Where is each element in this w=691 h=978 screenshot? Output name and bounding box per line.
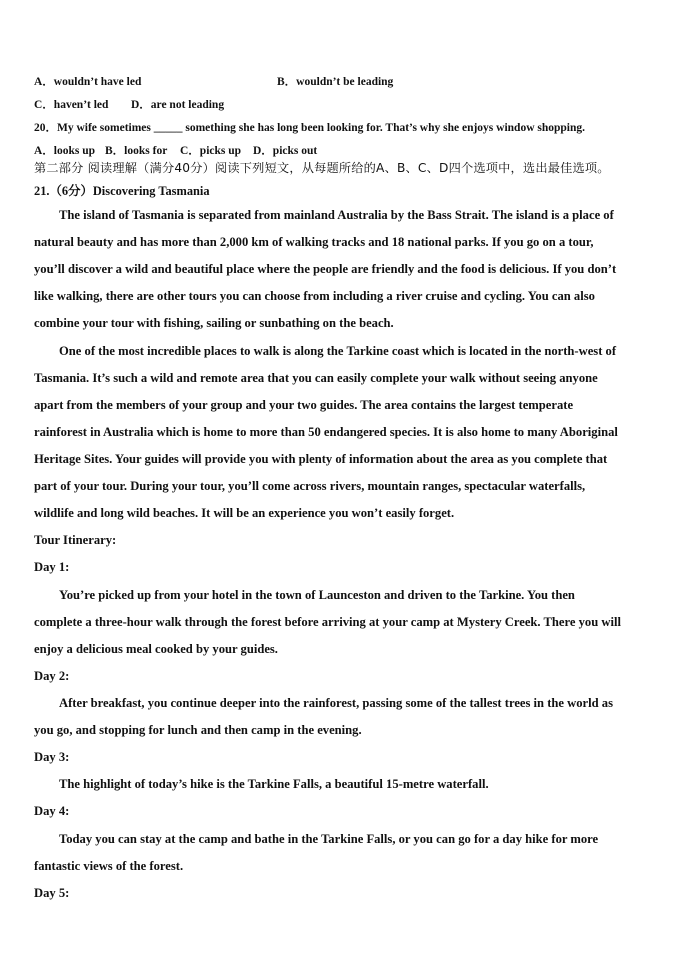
q19-option-b: B．wouldn’t be leading (277, 76, 394, 88)
paragraph-1-line: like walking, there are other tours you can choose from including a river cruise and cycling. You can also (34, 289, 595, 303)
q19-option-c: C．haven’t led (34, 99, 109, 111)
paragraph-1-line: combine your tour with fishing, sailing or sunbathing on the beach. (34, 316, 394, 330)
day-4-line: fantastic views of the forest. (34, 859, 184, 873)
paragraph-2-line: Heritage Sites. Your guides will provide you with plenty of information about the area as you complete that (34, 452, 608, 466)
section-heading: 第二部分 阅读理解（满分40分）阅读下列短文，从每题所给的A、B、C、D四个选项中，选出最佳选项。 (34, 161, 610, 175)
day-1-label: Day 1: (34, 560, 70, 574)
paragraph-2-line: apart from the members of your group and your two guides. The area contains the largest temperate (34, 398, 574, 412)
paragraph-2-line: One of the most incredible places to walk is along the Tarkine coast which is located in the north-west of (59, 344, 617, 358)
day-2-label: Day 2: (34, 669, 70, 683)
day-4-label: Day 4: (34, 804, 70, 818)
paragraph-2-line: Tasmania. It’s such a wild and remote area that you can easily complete your walk without seeing anyone (34, 371, 598, 385)
q20-option-d: D．picks out (253, 145, 318, 157)
paragraph-2-line: rainforest in Australia which is home to more than 50 endangered species. It is also home to many Aboriginal (34, 425, 618, 439)
paragraph-2-line: part of your tour. During your tour, you’ll come across rivers, mountain ranges, spectacular waterfalls, (34, 479, 586, 493)
day-1-line: complete a three-hour walk through the forest before arriving at your camp at Mystery Creek. There you will (34, 615, 621, 629)
paragraph-2-line: wildlife and long wild beaches. It will be an experience you won’t easily forget. (34, 506, 455, 520)
day-3-line: The highlight of today’s hike is the Tarkine Falls, a beautiful 15-metre waterfall. (59, 777, 489, 791)
q20-option-c: C．picks up (180, 145, 242, 157)
day-2-line: After breakfast, you continue deeper into the rainforest, passing some of the tallest trees in the world as (59, 696, 613, 710)
paragraph-1-line: The island of Tasmania is separated from mainland Australia by the Bass Strait. The island is a place of (59, 208, 614, 222)
day-4-line: Today you can stay at the camp and bathe in the Tarkine Falls, or you can go for a day hike for more (59, 832, 599, 846)
itinerary-heading: Tour Itinerary: (34, 533, 117, 547)
q19-option-a: A．wouldn’t have led (34, 76, 142, 88)
day-5-label: Day 5: (34, 886, 70, 900)
day-1-line: enjoy a delicious meal cooked by your guides. (34, 642, 278, 656)
day-1-line: You’re picked up from your hotel in the town of Launceston and driven to the Tarkine. You then (59, 588, 575, 602)
paragraph-1-line: you’ll discover a wild and beautiful place where the people are friendly and the food is delicious. If you don’t (34, 262, 617, 276)
day-3-label: Day 3: (34, 750, 70, 764)
q20-option-a: A．looks up (34, 145, 96, 157)
passage-title: 21.（6分）Discovering Tasmania (34, 184, 210, 198)
day-2-line: you go, and stopping for lunch and then camp in the evening. (34, 723, 362, 737)
paragraph-1-line: natural beauty and has more than 2,000 km of walking tracks and 18 national parks. If you go on a tour, (34, 235, 594, 249)
q20-stem: 20．My wife sometimes _____ something she has long been looking for. That’s why she enjoys window shopping. (34, 122, 586, 134)
q20-option-b: B．looks for (105, 145, 168, 157)
q19-option-d: D．are not leading (131, 99, 225, 111)
